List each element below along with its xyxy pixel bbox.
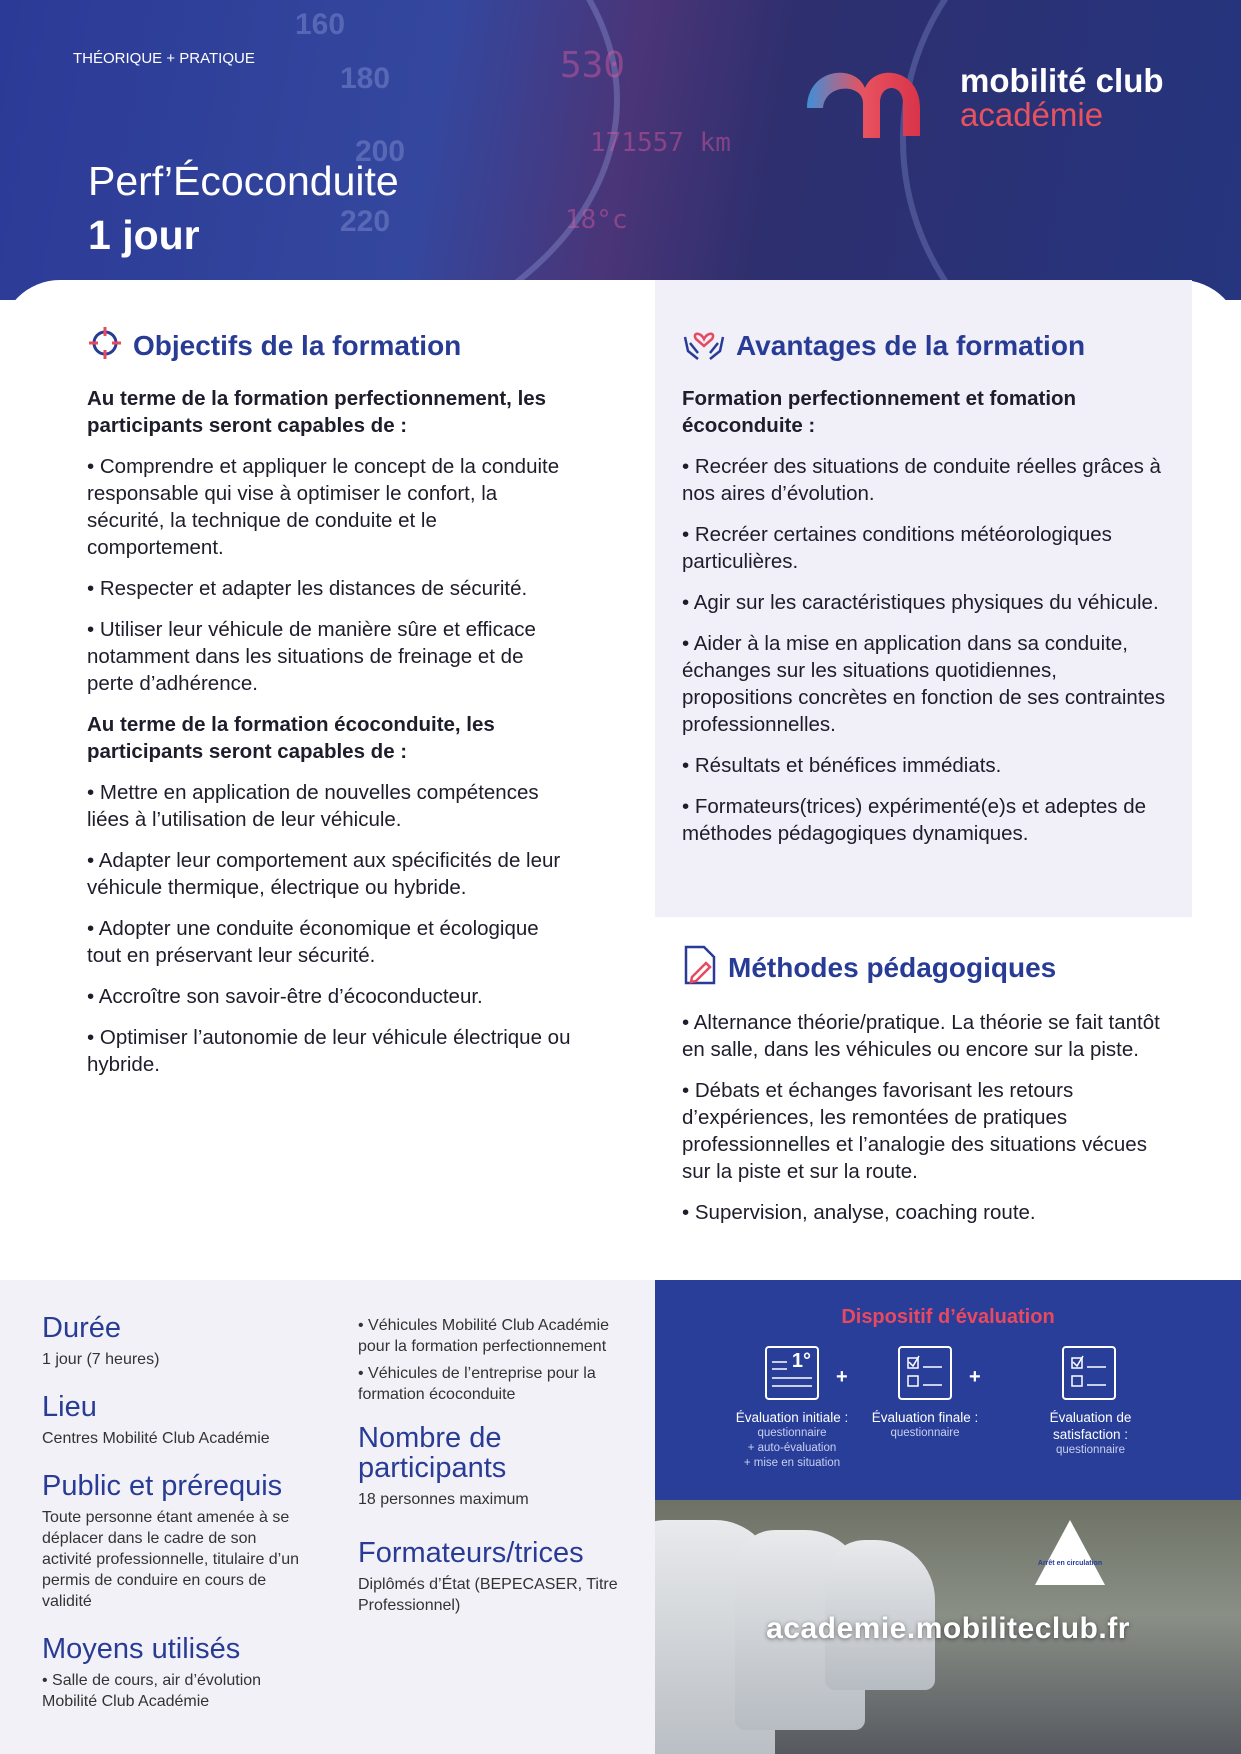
list-item: • Véhicules Mobilité Club Académie pour la formation perfectionnement: [358, 1317, 610, 1355]
trainers-heading: Formateurs/trices: [358, 1537, 584, 1569]
evaluation-title: Dispositif d’évaluation: [841, 1306, 1055, 1328]
list-item: • Recréer certaines conditions météorologiques particulières.: [682, 523, 1112, 573]
methods-section: [682, 945, 1172, 1240]
website-link[interactable]: academie.mobiliteclub.fr: [766, 1612, 1130, 1645]
list-item: • Adapter leur comportement aux spécificités de leur véhicule thermique, électrique ou hybride.: [87, 849, 561, 899]
objectives-section: [87, 325, 572, 1092]
list-item: • Comprendre et appliquer le concept de la conduite responsable qui vise à optimiser le confort, la sécurité, la technique de conduite et le comportement.: [87, 455, 560, 559]
checklist-icon: [1062, 1346, 1116, 1400]
objectives-lead: Au terme de la formation écoconduite, les participants seront capables de :: [87, 713, 495, 763]
plus-sign: +: [969, 1366, 981, 1388]
list-item: • Salle de cours, air d’évolution Mobilité Club Académie: [42, 1672, 262, 1710]
info-panel: [0, 1280, 655, 1754]
document-pen-icon: [682, 945, 718, 989]
cars-photo: [655, 1500, 1241, 1754]
location-text: Centres Mobilité Club Académie: [42, 1430, 270, 1447]
list-item: • Supervision, analyse, coaching route.: [682, 1201, 1036, 1224]
list-item: • Résultats et bénéfices immédiats.: [682, 754, 1002, 777]
page-title: Perf’Écoconduite: [88, 158, 399, 204]
advantages-section: [682, 325, 1172, 861]
evaluation-step: Évaluation de satisfaction : questionnaire: [1049, 1410, 1132, 1456]
plus-sign: +: [836, 1366, 848, 1388]
checklist-icon: [898, 1346, 952, 1400]
list-item: • Débats et échanges favorisant les retours d’expériences, les remontées de pratiques professionnelles et l’analogie des situations vécues sur la piste et sur la route.: [682, 1079, 1147, 1183]
sign-text: Arrêt en circulation: [1037, 1560, 1103, 1567]
list-item: • Véhicules de l’entreprise pour la formation écoconduite: [358, 1365, 596, 1403]
list-item: • Respecter et adapter les distances de sécurité.: [87, 577, 528, 600]
list-item: • Utiliser leur véhicule de manière sûre et efficace notamment dans les situations de freinage et de perte d’adhérence.: [87, 618, 536, 695]
road-sign: [1035, 1520, 1105, 1585]
evaluation-step: Évaluation initiale : questionnaire + auto-évaluation + mise en situation: [735, 1410, 849, 1469]
duration-text: 1 jour (7 heures): [42, 1351, 160, 1368]
tagline: THÉORIQUE + PRATIQUE: [73, 50, 255, 67]
duration-heading: Durée: [42, 1312, 121, 1344]
list-item: • Adopter une conduite économique et écologique tout en préservant leur sécurité.: [87, 917, 539, 967]
list-item: • Mettre en application de nouvelles compétences liées à l’utilisation de leur véhicule.: [87, 781, 539, 831]
means-heading: Moyens utilisés: [42, 1633, 241, 1665]
evaluation-panel: [655, 1280, 1241, 1500]
advantages-title: Avantages de la formation: [736, 329, 1086, 361]
list-item: • Formateurs(trices) expérimenté(e)s et adeptes de méthodes pédagogiques dynamiques.: [682, 795, 1147, 845]
list-item: • Alternance théorie/pratique. La théorie se fait tantôt en salle, dans les véhicules ou encore sur la piste.: [682, 1011, 1160, 1061]
objectives-title: Objectifs de la formation: [133, 329, 462, 361]
duration-title: 1 jour: [88, 212, 200, 258]
list-item: • Accroître son savoir-être d’écoconducteur.: [87, 985, 483, 1008]
audience-text: Toute personne étant amenée à se déplacer dans le cadre de son activité professionnelle, titulaire d’un permis de conduire en cours de validité: [42, 1509, 300, 1610]
list-item: • Optimiser l’autonomie de leur véhicule électrique ou hybride.: [87, 1026, 571, 1076]
advantages-lead: Formation perfectionnement et fomation écoconduite :: [682, 387, 1077, 437]
logo: mobilité club académie: [795, 58, 1195, 148]
objectives-lead: Au terme de la formation perfectionnement, les participants seront capables de :: [87, 387, 547, 437]
list-item: • Agir sur les caractéristiques physiques du véhicule.: [682, 591, 1159, 614]
list-item: • Recréer des situations de conduite réelles grâces à nos aires d’évolution.: [682, 455, 1161, 505]
methods-title: Méthodes pédagogiques: [728, 951, 1057, 983]
evaluation-step: Évaluation finale : questionnaire: [871, 1410, 979, 1439]
initial-evaluation-icon: 1°: [765, 1346, 819, 1400]
header-banner: 160 180 200 220 530 171557 km 18°c THÉORIQUE + PRATIQUE Perf’Écoconduite 1 jour mobilité club académie: [0, 0, 1241, 300]
participants-heading: Nombre de participants: [358, 1422, 507, 1484]
hands-heart-icon: [682, 325, 726, 365]
target-icon: [87, 325, 123, 365]
list-item: • Aider à la mise en application dans sa conduite, échanges sur les situations quotidiennes, propositions concrètes en fonction de ses contraintes professionnelles.: [682, 632, 1166, 736]
audience-heading: Public et prérequis: [42, 1470, 283, 1502]
participants-text: 18 personnes maximum: [358, 1491, 529, 1508]
location-heading: Lieu: [42, 1391, 97, 1423]
trainers-text: Diplômés d’État (BEPECASER, Titre Professionnel): [358, 1576, 618, 1614]
logo-m-icon: [795, 58, 945, 143]
